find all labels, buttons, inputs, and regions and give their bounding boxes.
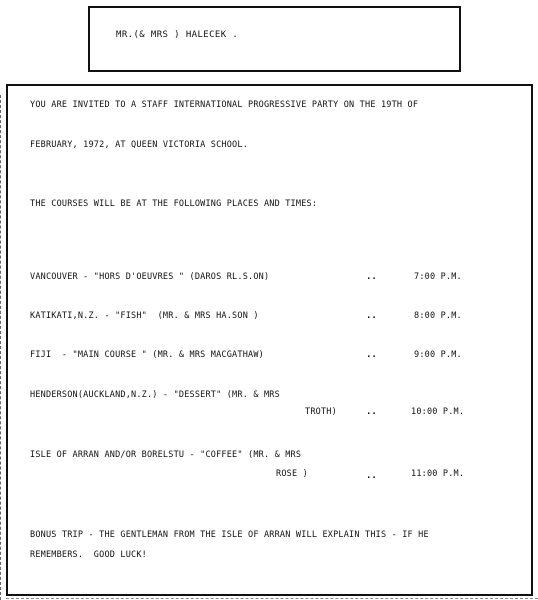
course-isle-of-arran: ISLE OF ARRAN AND/OR BORELSTU - "COFFEE" (MR. & MRS: [30, 450, 302, 460]
course-time: 7:00 P.M.: [414, 272, 462, 282]
course-katikati: KATIKATI,N.Z. - "FISH" (MR. & MRS HA.SON ): [30, 311, 259, 321]
course-fiji: FIJI - "MAIN COURSE " (MR. & MRS MACGATHAW): [30, 350, 264, 360]
course-leader: ..: [366, 272, 377, 282]
course-vancouver: VANCOUVER - "HORS D'OEUVRES " (DAROS RL.S.ON): [30, 272, 270, 282]
left-dashed-edge: [0, 95, 5, 600]
course-leader: ..: [366, 350, 377, 360]
bottom-dashed-edge: [6, 598, 538, 599]
addressee-name: MR.(& MRS ) HALECEK .: [116, 30, 239, 40]
course-time: 10:00 P.M.: [411, 407, 465, 417]
course-leader: ..: [366, 407, 377, 417]
invitation-line-1: YOU ARE INVITED TO A STAFF INTERNATIONAL PROGRESSIVE PARTY ON THE 19TH OF: [30, 100, 419, 110]
closing-line-2: REMEMBERS. GOOD LUCK!: [30, 550, 147, 560]
course-time: 11:00 P.M.: [411, 469, 465, 479]
invitation-card: [6, 84, 533, 596]
course-time: 9:00 P.M.: [414, 350, 462, 360]
addressee-box: [88, 6, 461, 72]
courses-intro: THE COURSES WILL BE AT THE FOLLOWING PLACES AND TIMES:: [30, 199, 318, 209]
course-henderson-host: TROTH): [305, 407, 337, 417]
closing-line-1: BONUS TRIP - THE GENTLEMAN FROM THE ISLE OF ARRAN WILL EXPLAIN THIS - IF HE: [30, 530, 429, 540]
course-isle-of-arran-host: ROSE ): [276, 469, 308, 479]
invitation-line-2: FEBRUARY, 1972, AT QUEEN VICTORIA SCHOOL.: [30, 140, 249, 150]
course-leader: ..: [366, 311, 377, 321]
course-leader: ..: [366, 471, 377, 481]
course-time: 8:00 P.M.: [414, 311, 462, 321]
course-henderson: HENDERSON(AUCKLAND,N.Z.) - "DESSERT" (MR. & MRS: [30, 390, 280, 400]
